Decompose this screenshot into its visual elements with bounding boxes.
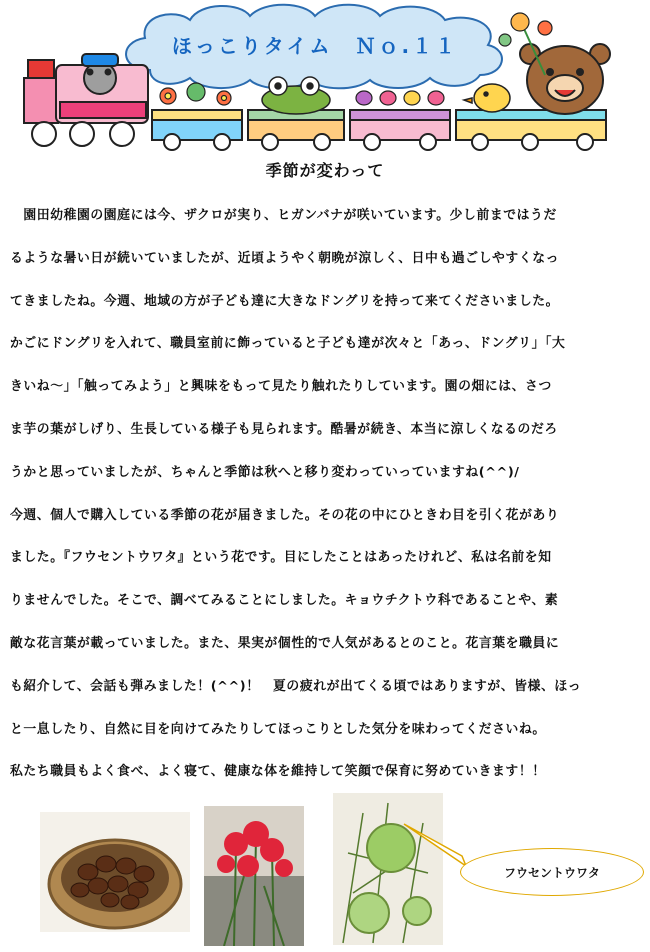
body-line: きいね～」「触ってみよう」と興味をもって見たり触れたりしています。園の畑には、さつ <box>10 379 552 395</box>
section-title: 季節が変わって <box>265 161 385 180</box>
body-line: 園田幼稚園の園庭には今、ザクロが実り、ヒガンバナが咲いています。少し前まではうだ <box>10 208 557 223</box>
body-line: ま芋の葉がしげり、生長している様子も見られます。酷暑が続き、本当に涼しくなるのだろ <box>10 421 558 437</box>
callout-bubble <box>460 848 644 896</box>
body-line: てきましたね。今週、地域の方が子ども達に大きなドングリを持って来てくださいました。 <box>10 293 560 309</box>
body-line: うかと思っていましたが、ちゃんと季節は秋へと移り変わっていっていますね(^^)/ <box>10 464 520 480</box>
body-line: りませんでした。そこで、調べてみることにしました。キョウチクトウ科であることや、素 <box>10 593 559 609</box>
body-line: るような暑い日が続いていましたが、近頃ようやく朝晩が涼しく、日中も過ごしやすくなっ <box>10 250 560 266</box>
bear-icon <box>520 44 610 114</box>
train-cars <box>152 110 606 150</box>
newsletter-title: ほっこりタイム Ｎｏ.１１ <box>171 34 459 58</box>
header-illustration <box>0 0 650 160</box>
body-line: も紹介して、会話も弾みました！(^^)！ 夏の疲れが出てくる頃ではありますが、皆様、ほっ <box>10 678 582 694</box>
article-body <box>10 195 640 794</box>
locomotive <box>24 54 148 146</box>
body-line: ました。『フウセントウワタ』という花です。目にしたことはあったけれど、私は名前を知 <box>10 550 552 566</box>
body-line: 今週、個人で購入している季節の花が届きました。その花の中にひときわ目を引く花があり <box>10 507 560 523</box>
train-illustration <box>0 0 650 160</box>
tulips-icon <box>356 91 444 105</box>
acorn-basket-photo <box>40 812 190 932</box>
chick-icon <box>464 84 510 112</box>
body-line: 敵な花言葉が載っていました。また、果実が個性的で人気があるとのこと。花言葉を職員に <box>10 635 560 651</box>
callout-label: フウセントウワタ <box>504 865 600 880</box>
body-line: と一息したり、自然に目を向けてみたりしてほっこりとした気分を味わってくださいね。 <box>10 721 546 737</box>
body-line: かごにドングリを入れて、職員室前に飾っていると子ども達が次々と「あっ、ドングリ」「大 <box>10 336 566 352</box>
spider-lily-photo <box>204 806 304 946</box>
callout-tail <box>400 820 470 870</box>
body-line: 私たち職員もよく食べ、よく寝て、健康な体を維持して笑顔で保育に努めていきます！！ <box>10 764 546 780</box>
